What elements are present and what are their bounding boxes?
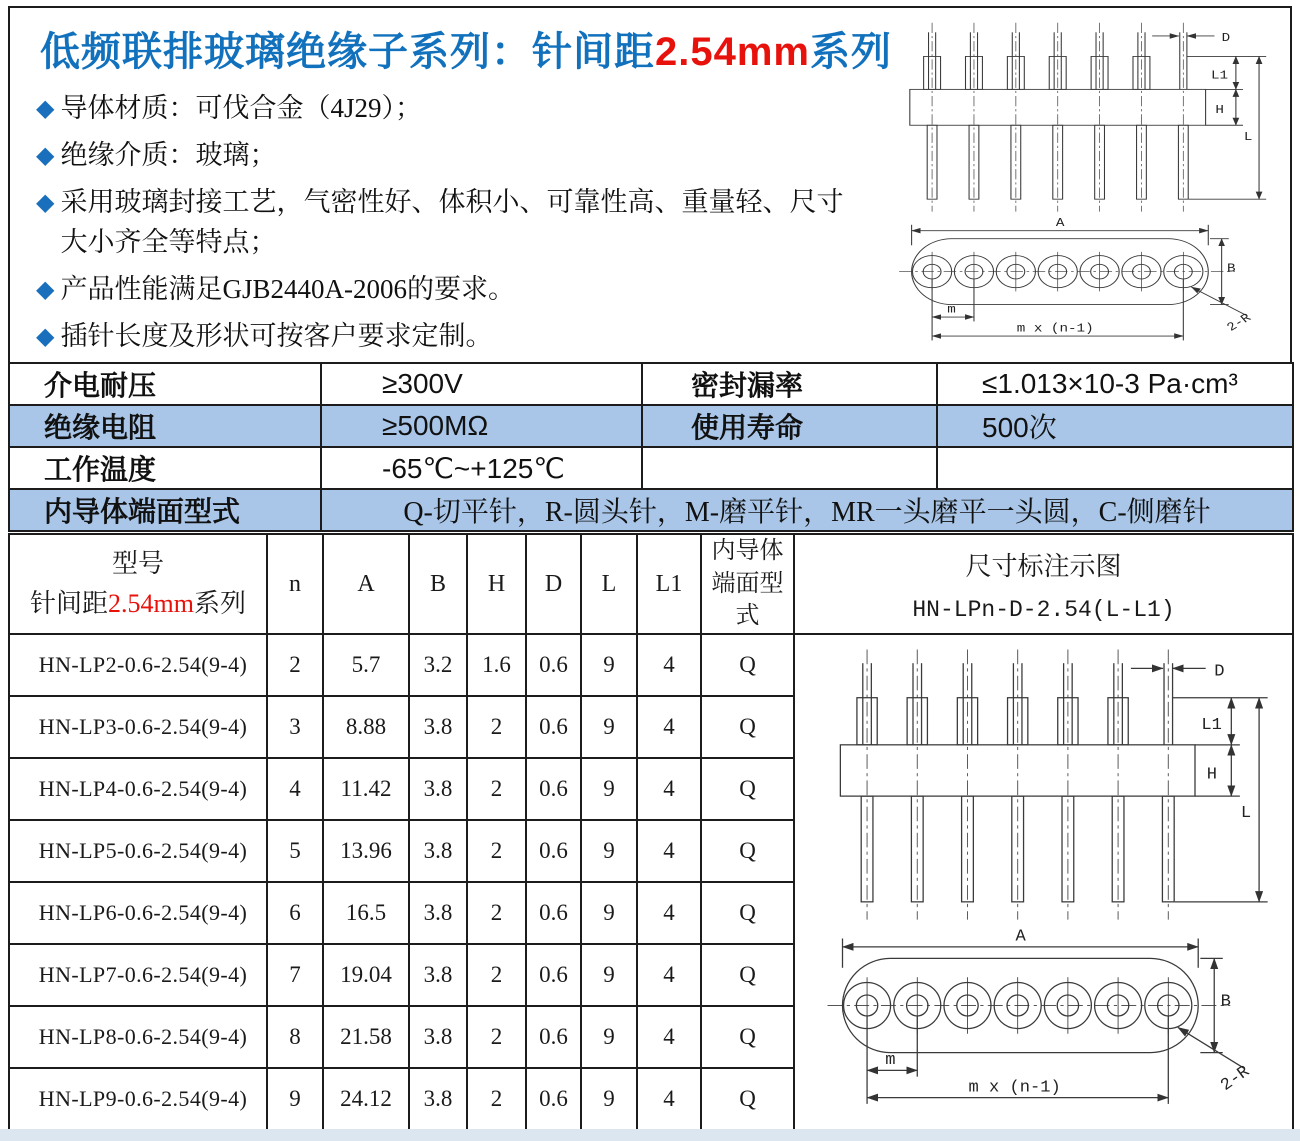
dim-label-pitch-span: m x (n-1) bbox=[1016, 321, 1094, 336]
face-cell: Q bbox=[701, 1006, 794, 1068]
dim-label-2R: 2-R bbox=[1223, 310, 1255, 335]
diagram-title: 尺寸标注示图 bbox=[965, 551, 1122, 581]
model-cell: HN-LP8-0.6-2.54(9-4) bbox=[9, 1006, 267, 1068]
H-cell: 2 bbox=[467, 1068, 526, 1130]
title-prefix: 低频联排玻璃绝缘子系列：针间距 bbox=[40, 30, 655, 74]
dim-label-m: m bbox=[885, 1051, 896, 1071]
page-title bbox=[40, 20, 892, 77]
n-cell: 8 bbox=[267, 1006, 323, 1068]
H-cell: 2 bbox=[467, 1006, 526, 1068]
model-cell: HN-LP6-0.6-2.54(9-4) bbox=[9, 882, 267, 944]
dim-label-L: L bbox=[1243, 130, 1253, 144]
table-row bbox=[9, 405, 1293, 447]
spec-label: 密封漏率 bbox=[642, 363, 937, 405]
header-section bbox=[8, 6, 1292, 362]
side-view bbox=[840, 650, 1267, 920]
L-cell: 9 bbox=[581, 634, 637, 696]
spec-label: 介电耐压 bbox=[9, 363, 321, 405]
col-header-model bbox=[9, 534, 267, 634]
B-cell: 3.8 bbox=[409, 820, 467, 882]
L-cell: 9 bbox=[581, 758, 637, 820]
dim-label-L1: L1 bbox=[1210, 68, 1229, 82]
table-row bbox=[9, 634, 1293, 696]
bottom-view bbox=[828, 928, 1254, 1104]
face-cell: Q bbox=[701, 696, 794, 758]
A-cell: 16.5 bbox=[323, 882, 409, 944]
dim-label-A: A bbox=[1055, 216, 1065, 230]
L-cell: 9 bbox=[581, 882, 637, 944]
face-cell: Q bbox=[701, 820, 794, 882]
col-header-n: n bbox=[267, 534, 323, 634]
L1-cell: 4 bbox=[637, 882, 701, 944]
col-header-H: H bbox=[467, 534, 526, 634]
diamond-bullet-icon: ◆ bbox=[36, 188, 55, 216]
bullet-text: 插针长度及形状可按客户要求定制。 bbox=[60, 321, 493, 351]
A-cell: 13.96 bbox=[323, 820, 409, 882]
table-row bbox=[9, 363, 1293, 405]
n-cell: 2 bbox=[267, 634, 323, 696]
col-header-L1: L1 bbox=[637, 534, 701, 634]
A-cell: 21.58 bbox=[323, 1006, 409, 1068]
diamond-bullet-icon: ◆ bbox=[36, 275, 55, 303]
side-view bbox=[910, 23, 1266, 212]
dim-label-L1: L1 bbox=[1201, 716, 1222, 736]
dim-label-A: A bbox=[1015, 927, 1026, 947]
spec-table bbox=[8, 362, 1294, 532]
B-cell: 3.8 bbox=[409, 944, 467, 1006]
dim-label-D: D bbox=[1221, 31, 1231, 45]
model-header-subtitle: 针间距2.54mm系列 bbox=[30, 589, 246, 618]
A-cell: 11.42 bbox=[323, 758, 409, 820]
bottom-view bbox=[899, 216, 1254, 340]
list-item bbox=[36, 88, 848, 128]
B-cell: 3.8 bbox=[409, 1068, 467, 1130]
list-item bbox=[36, 316, 848, 356]
spec-label: 绝缘电阻 bbox=[9, 405, 321, 447]
bullet-text: 绝缘介质：玻璃； bbox=[60, 140, 277, 170]
feature-list bbox=[36, 88, 848, 363]
spec-value: ≥500MΩ bbox=[321, 405, 642, 447]
D-cell: 0.6 bbox=[526, 1006, 581, 1068]
dim-label-m: m bbox=[947, 302, 956, 317]
dim-label-H: H bbox=[1215, 102, 1224, 117]
col-header-face: 内导体端面型式 bbox=[701, 534, 794, 634]
diamond-bullet-icon: ◆ bbox=[36, 322, 55, 350]
model-cell: HN-LP9-0.6-2.54(9-4) bbox=[9, 1068, 267, 1130]
list-item bbox=[36, 135, 848, 175]
bullet-text: 产品性能满足GJB2440A-2006的要求。 bbox=[60, 274, 515, 304]
H-cell: 1.6 bbox=[467, 634, 526, 696]
H-cell: 2 bbox=[467, 820, 526, 882]
n-cell: 7 bbox=[267, 944, 323, 1006]
L-cell: 9 bbox=[581, 820, 637, 882]
model-cell: HN-LP4-0.6-2.54(9-4) bbox=[9, 758, 267, 820]
L1-cell: 4 bbox=[637, 634, 701, 696]
connector-dimension-drawing bbox=[819, 637, 1289, 1129]
diagram-cell bbox=[794, 634, 1293, 1130]
B-cell: 3.2 bbox=[409, 634, 467, 696]
B-cell: 3.8 bbox=[409, 882, 467, 944]
model-cell: HN-LP5-0.6-2.54(9-4) bbox=[9, 820, 267, 882]
model-table bbox=[8, 533, 1294, 1131]
H-cell: 2 bbox=[467, 696, 526, 758]
model-header-title: 型号 bbox=[111, 548, 164, 578]
dim-label-L: L bbox=[1240, 804, 1252, 823]
spec-label: 内导体端面型式 bbox=[9, 489, 321, 531]
D-cell: 0.6 bbox=[526, 1068, 581, 1130]
bullet-text: 导体材质：可伐合金（4J29）； bbox=[60, 93, 422, 123]
B-cell: 3.8 bbox=[409, 758, 467, 820]
L1-cell: 4 bbox=[637, 696, 701, 758]
spec-value: ≤1.013×10-3 Pa·cm³ bbox=[937, 363, 1293, 405]
diagram-subtitle: HN-LPn-D-2.54(L-L1) bbox=[912, 596, 1175, 623]
spec-value: ≥300V bbox=[321, 363, 642, 405]
model-cell: HN-LP7-0.6-2.54(9-4) bbox=[9, 944, 267, 1006]
A-cell: 8.88 bbox=[323, 696, 409, 758]
L1-cell: 4 bbox=[637, 758, 701, 820]
spec-value bbox=[937, 447, 1293, 489]
table-header-row bbox=[9, 534, 1293, 634]
face-cell: Q bbox=[701, 882, 794, 944]
title-suffix: 系列 bbox=[809, 30, 892, 74]
n-cell: 3 bbox=[267, 696, 323, 758]
top-dimension-drawing bbox=[892, 14, 1284, 358]
H-cell: 2 bbox=[467, 758, 526, 820]
B-cell: 3.8 bbox=[409, 1006, 467, 1068]
spec-value: 500次 bbox=[937, 405, 1293, 447]
list-item bbox=[36, 269, 848, 309]
face-cell: Q bbox=[701, 758, 794, 820]
face-cell: Q bbox=[701, 944, 794, 1006]
col-header-D: D bbox=[526, 534, 581, 634]
D-cell: 0.6 bbox=[526, 634, 581, 696]
A-cell: 5.7 bbox=[323, 634, 409, 696]
L-cell: 9 bbox=[581, 1006, 637, 1068]
L1-cell: 4 bbox=[637, 820, 701, 882]
D-cell: 0.6 bbox=[526, 820, 581, 882]
D-cell: 0.6 bbox=[526, 882, 581, 944]
spec-label bbox=[642, 447, 937, 489]
spec-value: Q-切平针，R-圆头针，M-磨平针，MR一头磨平一头圆，C-侧磨针 bbox=[321, 489, 1293, 531]
L1-cell: 4 bbox=[637, 1006, 701, 1068]
bottom-accent-strip bbox=[0, 1129, 1300, 1141]
face-cell: Q bbox=[701, 1068, 794, 1130]
dim-label-D: D bbox=[1214, 662, 1225, 682]
L-cell: 9 bbox=[581, 944, 637, 1006]
n-cell: 6 bbox=[267, 882, 323, 944]
connector-dimension-drawing bbox=[892, 14, 1284, 358]
dim-label-2R: 2-R bbox=[1217, 1062, 1254, 1096]
dim-label-H: H bbox=[1206, 765, 1218, 785]
L-cell: 9 bbox=[581, 1068, 637, 1130]
D-cell: 0.6 bbox=[526, 944, 581, 1006]
model-cell: HN-LP2-0.6-2.54(9-4) bbox=[9, 634, 267, 696]
spec-label: 工作温度 bbox=[9, 447, 321, 489]
A-cell: 19.04 bbox=[323, 944, 409, 1006]
bottom-dimension-drawing bbox=[819, 637, 1289, 1129]
col-header-B: B bbox=[409, 534, 467, 634]
diamond-bullet-icon: ◆ bbox=[36, 141, 55, 169]
L1-cell: 4 bbox=[637, 1068, 701, 1130]
L1-cell: 4 bbox=[637, 944, 701, 1006]
face-cell: Q bbox=[701, 634, 794, 696]
B-cell: 3.8 bbox=[409, 696, 467, 758]
H-cell: 2 bbox=[467, 944, 526, 1006]
diamond-bullet-icon: ◆ bbox=[36, 94, 55, 122]
col-header-A: A bbox=[323, 534, 409, 634]
table-row bbox=[9, 447, 1293, 489]
dim-label-B: B bbox=[1226, 261, 1236, 276]
dim-label-pitch-span: m x (n-1) bbox=[968, 1078, 1061, 1098]
col-header-diagram bbox=[794, 534, 1293, 634]
title-highlight: 2.54mm bbox=[655, 30, 810, 74]
n-cell: 4 bbox=[267, 758, 323, 820]
model-cell: HN-LP3-0.6-2.54(9-4) bbox=[9, 696, 267, 758]
list-item bbox=[36, 182, 848, 262]
bullet-text: 采用玻璃封接工艺，气密性好、体积小、可靠性高、重量轻、尺寸大小齐全等特点； bbox=[60, 187, 844, 257]
A-cell: 24.12 bbox=[323, 1068, 409, 1130]
L-cell: 9 bbox=[581, 696, 637, 758]
spec-label: 使用寿命 bbox=[642, 405, 937, 447]
dim-label-B: B bbox=[1220, 992, 1231, 1012]
H-cell: 2 bbox=[467, 882, 526, 944]
D-cell: 0.6 bbox=[526, 758, 581, 820]
spec-value: -65℃~+125℃ bbox=[321, 447, 642, 489]
table-row bbox=[9, 489, 1293, 531]
col-header-L: L bbox=[581, 534, 637, 634]
D-cell: 0.6 bbox=[526, 696, 581, 758]
n-cell: 9 bbox=[267, 1068, 323, 1130]
n-cell: 5 bbox=[267, 820, 323, 882]
